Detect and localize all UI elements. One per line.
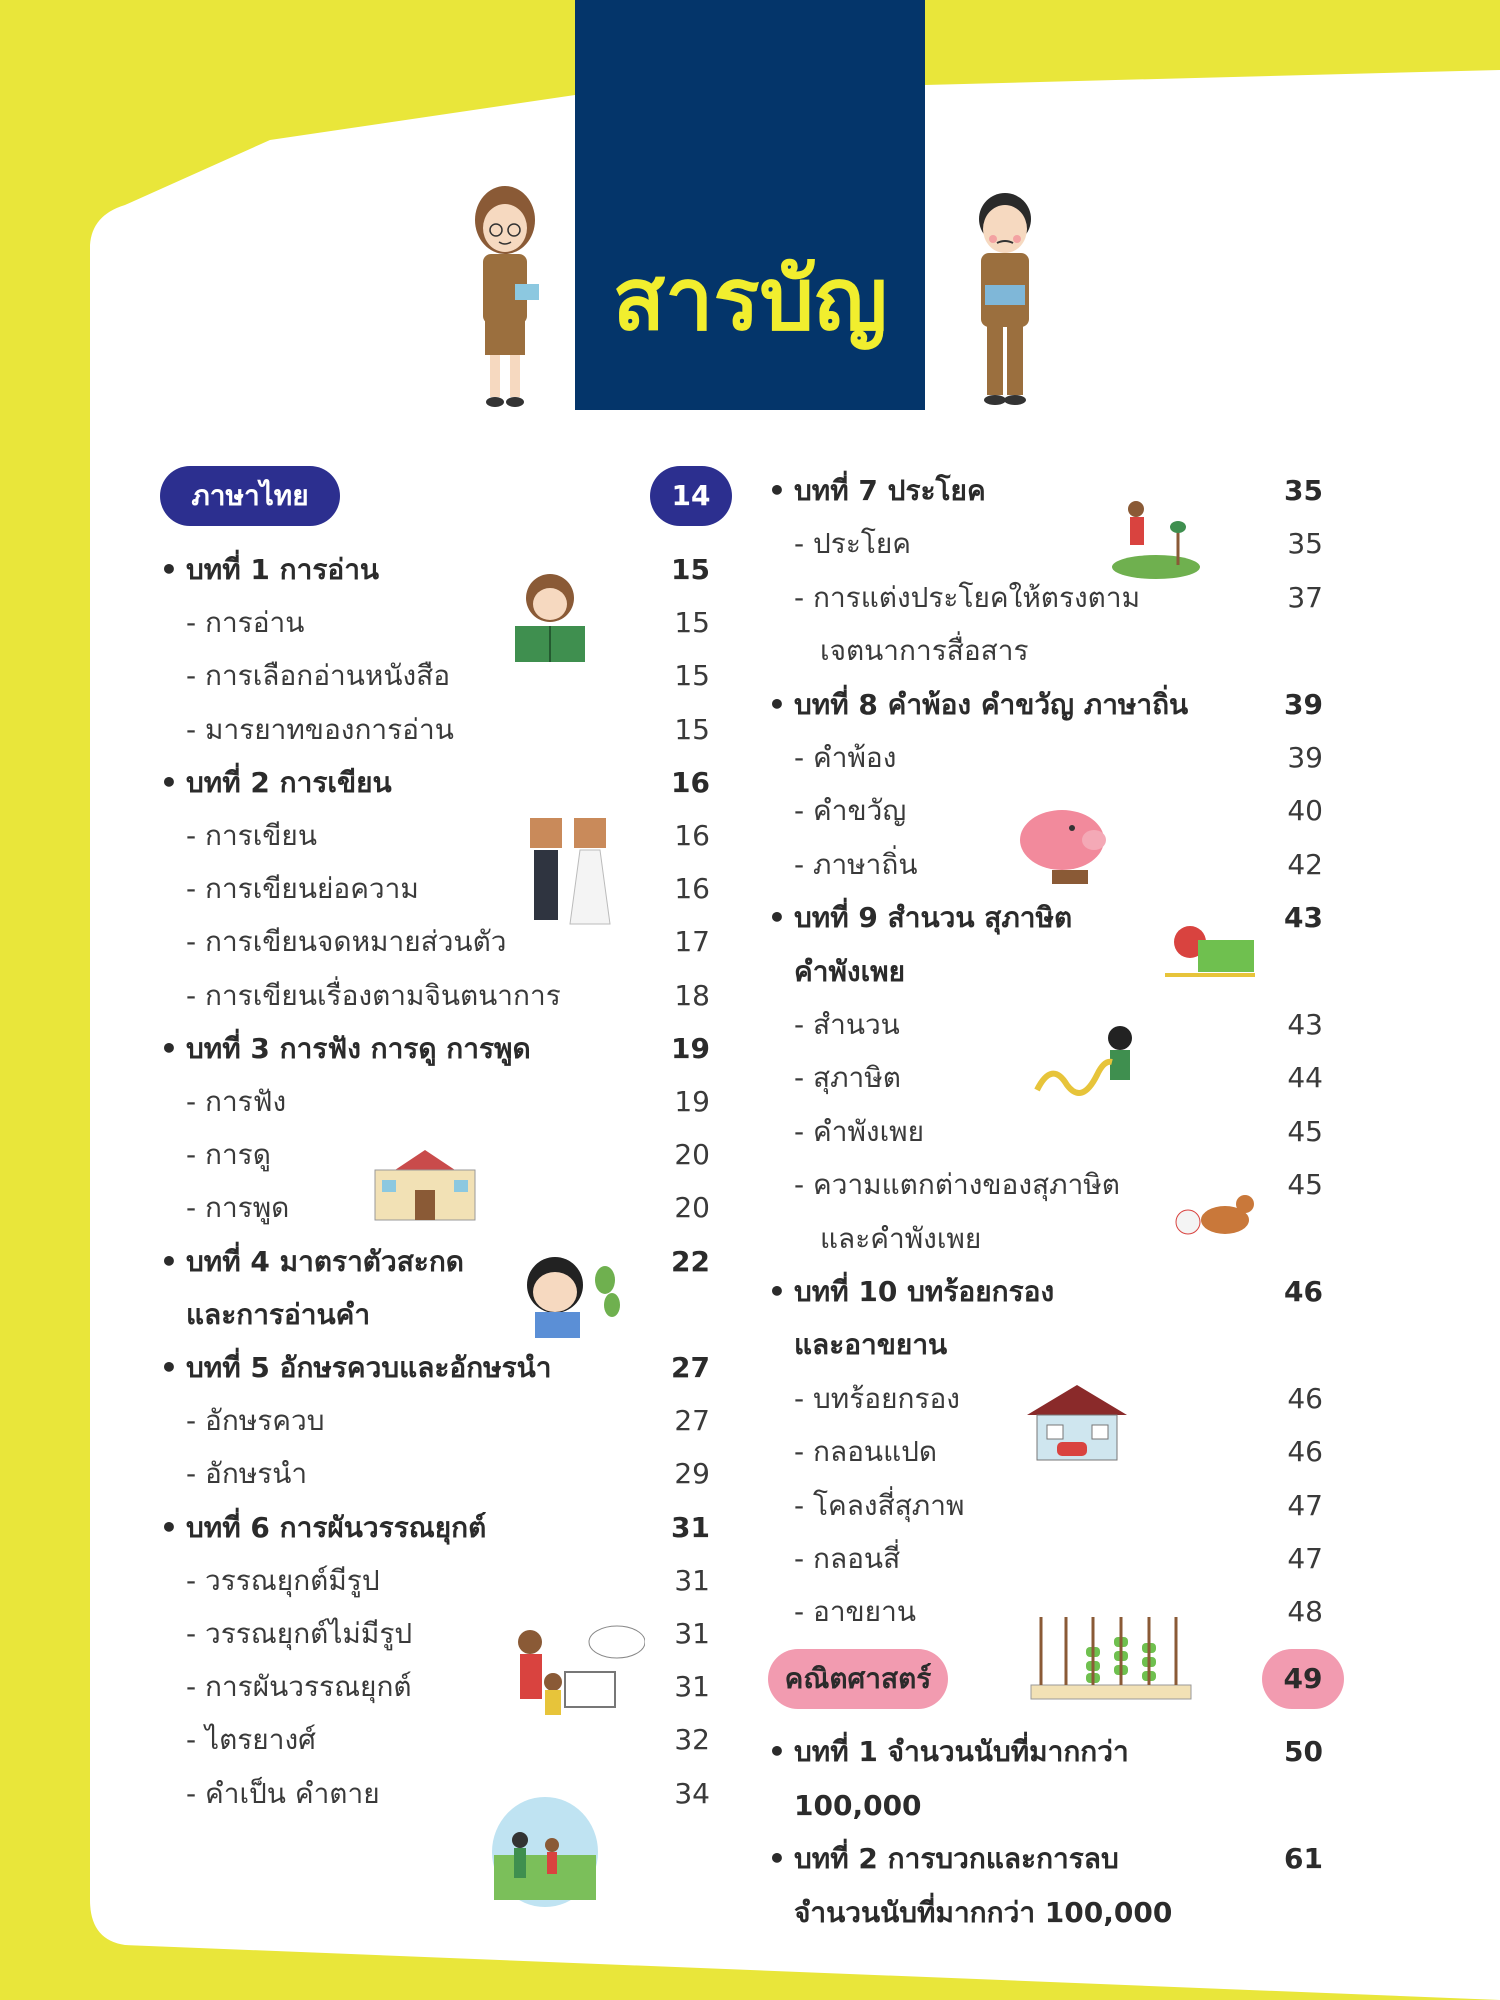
section-pill-math: คณิตศาสตร์ bbox=[768, 1649, 948, 1709]
bullet-icon: • bbox=[160, 1351, 178, 1384]
toc-entry-label: บทที่ 7 ประโยค bbox=[794, 474, 986, 507]
toc-entry-label: บทที่ 5 อักษรควบและอักษรนำ bbox=[186, 1351, 552, 1384]
toc-entry-row bbox=[160, 651, 710, 701]
section-pill-thai: ภาษาไทย bbox=[160, 466, 340, 526]
toc-page-number: 45 bbox=[1287, 1114, 1323, 1148]
toc-page-number: 31 bbox=[674, 1563, 710, 1597]
toc-entry-label: - คำขวัญ bbox=[794, 794, 907, 828]
bullet-icon: • bbox=[160, 553, 178, 586]
toc-page-number: 46 bbox=[1287, 1381, 1323, 1415]
toc-page-number: 22 bbox=[671, 1244, 710, 1278]
toc-page-number: 47 bbox=[1287, 1542, 1323, 1575]
toc-entry-label: และคำพังเพย bbox=[820, 1221, 982, 1255]
toc-page-number: 15 bbox=[671, 553, 710, 586]
toc-entry-label: และการอ่านคำ bbox=[186, 1297, 371, 1331]
toc-entry-label: - อาขยาน bbox=[794, 1595, 916, 1629]
toc-entry-row bbox=[768, 1320, 1323, 1370]
toc-chapter-row bbox=[768, 466, 1323, 516]
boy-with-snake-illustration bbox=[1032, 1020, 1157, 1105]
toc-entry-label: - การเลือกอ่านหนังสือ bbox=[186, 659, 451, 693]
toc-page-number: 31 bbox=[671, 1510, 710, 1544]
toc-entry-label: จำนวนนับที่มากกว่า 100,000 bbox=[794, 1895, 1173, 1929]
boy-planting-tree-illustration bbox=[1108, 495, 1203, 580]
wedding-couple-illustration bbox=[522, 812, 614, 927]
toc-page-number: 18 bbox=[674, 978, 710, 1012]
toc-page-number: 35 bbox=[1287, 527, 1323, 561]
toc-entry-row bbox=[160, 1556, 710, 1606]
toc-entry-row bbox=[160, 1077, 710, 1127]
toc-entry-label: - การเขียน bbox=[186, 819, 317, 852]
toc-math-list bbox=[768, 1727, 1323, 1957]
section-page-math: 49 bbox=[1262, 1649, 1344, 1709]
toc-page-number: 16 bbox=[671, 765, 710, 799]
toc-entry-row bbox=[768, 626, 1323, 676]
toc-entry-label: - คำพังเพย bbox=[794, 1114, 925, 1148]
toc-entry-label: - โคลงสี่สุภาพ bbox=[794, 1488, 965, 1522]
teacher-male-illustration bbox=[955, 185, 1055, 410]
toc-page-number: 50 bbox=[1284, 1735, 1323, 1768]
teacher-female-illustration bbox=[455, 180, 555, 410]
toc-page-number: 19 bbox=[671, 1031, 710, 1065]
toc-chapter-row bbox=[160, 1237, 710, 1287]
toc-page-number: 27 bbox=[671, 1351, 710, 1384]
bullet-icon: • bbox=[768, 474, 786, 507]
toc-entry-label: บทที่ 1 จำนวนนับที่มากกว่า bbox=[794, 1735, 1129, 1768]
bullet-icon: • bbox=[768, 1275, 786, 1308]
toc-entry-row bbox=[768, 1481, 1323, 1531]
toc-entry-label: - การดู bbox=[186, 1138, 271, 1172]
toc-page-number: 46 bbox=[1287, 1435, 1323, 1469]
toc-page-number: 16 bbox=[674, 872, 710, 906]
pig-illustration bbox=[1012, 800, 1112, 888]
toc-entry-label: - ความแตกต่างของสุภาษิต bbox=[794, 1168, 1120, 1202]
toc-entry-label: บทที่ 2 การบวกและการลบ bbox=[794, 1842, 1119, 1875]
bullet-icon: • bbox=[768, 1735, 786, 1768]
toc-entry-label: - วรรณยุกต์มีรูป bbox=[186, 1563, 380, 1597]
toc-page-number: 61 bbox=[1284, 1842, 1323, 1875]
toc-page-number: 29 bbox=[674, 1457, 710, 1491]
toc-page-number: 47 bbox=[1287, 1488, 1323, 1522]
toc-entry-row bbox=[160, 971, 710, 1021]
bullet-icon: • bbox=[160, 1244, 178, 1278]
toc-entry-label: บทที่ 1 การอ่าน bbox=[186, 553, 380, 586]
toc-entry-row bbox=[160, 811, 710, 861]
section-page-thai: 14 bbox=[650, 466, 732, 526]
toc-entry-label: - การแต่งประโยคให้ตรงตาม bbox=[794, 580, 1141, 614]
school-building-illustration bbox=[370, 1145, 480, 1230]
bullet-icon: • bbox=[160, 1031, 178, 1065]
toc-entry-label: - กลอนสี่ bbox=[794, 1542, 901, 1575]
toc-page-number: 20 bbox=[674, 1191, 710, 1225]
toc-entry-label: - การพูด bbox=[186, 1191, 290, 1225]
toc-entry-label: - บทร้อยกรอง bbox=[794, 1381, 960, 1415]
sleeping-figure-illustration bbox=[1160, 910, 1260, 985]
toc-entry-label: - การอ่าน bbox=[186, 606, 305, 640]
toc-entry-label: - การเขียนจดหมายส่วนตัว bbox=[186, 925, 507, 959]
toc-entry-label: - การผันวรรณยุกต์ bbox=[186, 1670, 412, 1704]
toc-chapter-row bbox=[160, 758, 710, 808]
toc-page-number: 17 bbox=[674, 925, 710, 959]
toc-entry-label: บทที่ 3 การฟัง การดู การพูด bbox=[186, 1031, 531, 1065]
toc-entry-row bbox=[160, 1290, 710, 1340]
toc-chapter-row bbox=[768, 1727, 1323, 1777]
toc-entry-label: 100,000 bbox=[794, 1788, 922, 1822]
toc-chapter-row bbox=[768, 680, 1323, 730]
dog-and-cat-illustration bbox=[1170, 1182, 1255, 1247]
toc-entry-row bbox=[768, 1107, 1323, 1157]
toc-entry-label: บทที่ 4 มาตราตัวสะกด bbox=[186, 1244, 464, 1278]
toc-entry-label: - ไตรยางศ์ bbox=[186, 1723, 316, 1757]
toc-entry-label: - วรรณยุกต์ไม่มีรูป bbox=[186, 1617, 413, 1650]
toc-entry-row bbox=[160, 598, 710, 648]
toc-chapter-row bbox=[768, 1834, 1323, 1884]
bullet-icon: • bbox=[768, 1842, 786, 1875]
toc-entry-row bbox=[768, 1888, 1323, 1938]
toc-entry-row bbox=[160, 917, 710, 967]
toc-page-number: 27 bbox=[674, 1404, 710, 1438]
toc-entry-row bbox=[768, 519, 1323, 569]
toc-entry-label: คำพังเพย bbox=[794, 954, 906, 988]
toc-page-number: 31 bbox=[674, 1670, 710, 1704]
bullet-icon: • bbox=[768, 901, 786, 935]
toc-entry-label: บทที่ 10 บทร้อยกรอง bbox=[794, 1275, 1055, 1308]
bullet-icon: • bbox=[768, 687, 786, 721]
shopping-family-illustration bbox=[505, 1622, 645, 1737]
toc-page-number: 43 bbox=[1284, 901, 1323, 935]
toc-entry-label: บทที่ 2 การเขียน bbox=[186, 765, 392, 799]
toc-chapter-row bbox=[160, 1503, 710, 1553]
toc-entry-row bbox=[768, 1534, 1323, 1584]
toc-chapter-row bbox=[160, 1024, 710, 1074]
boy-with-plant-illustration bbox=[520, 1250, 625, 1340]
toc-entry-label: และอาขยาน bbox=[794, 1328, 948, 1362]
toc-entry-row bbox=[160, 864, 710, 914]
toc-entry-row bbox=[768, 573, 1323, 623]
toc-entry-label: - สุภาษิต bbox=[794, 1061, 901, 1095]
toc-page-number: 46 bbox=[1284, 1275, 1323, 1308]
page-title: สารบัญ bbox=[612, 250, 888, 350]
bullet-icon: • bbox=[160, 1510, 178, 1544]
toc-entry-label: - การเขียนเรื่องตามจินตนาการ bbox=[186, 978, 561, 1012]
toc-page-number: 40 bbox=[1287, 794, 1323, 828]
toc-page-number: 32 bbox=[674, 1723, 710, 1757]
toc-entry-label: - คำพ้อง bbox=[794, 741, 897, 774]
toc-page-number: 20 bbox=[674, 1138, 710, 1172]
toc-entry-label: บทที่ 6 การผันวรรณยุกต์ bbox=[186, 1510, 487, 1544]
toc-entry-label: - กลอนแปด bbox=[794, 1435, 938, 1469]
toc-page-number: 37 bbox=[1287, 580, 1323, 614]
toc-chapter-row bbox=[768, 1267, 1323, 1317]
toc-entry-row bbox=[160, 1449, 710, 1499]
toc-chapter-row bbox=[160, 545, 710, 595]
toc-chapter-row bbox=[160, 1343, 710, 1393]
girl-reading-illustration bbox=[505, 568, 595, 668]
toc-page-number: 43 bbox=[1287, 1008, 1323, 1041]
toc-entry-row bbox=[768, 1781, 1323, 1831]
toc-page-number: 39 bbox=[1287, 741, 1323, 774]
toc-entry-label: - อักษรนำ bbox=[186, 1457, 308, 1491]
toc-entry-label: - คำเป็น คำตาย bbox=[186, 1776, 380, 1810]
toc-page-number: 35 bbox=[1284, 474, 1323, 507]
family-park-illustration bbox=[490, 1795, 600, 1910]
toc-entry-label: - การฟัง bbox=[186, 1085, 287, 1118]
toc-entry-label: - อักษรควบ bbox=[186, 1404, 325, 1438]
toc-page-number: 42 bbox=[1287, 847, 1323, 881]
house-with-car-illustration bbox=[1022, 1380, 1132, 1465]
abacus-illustration bbox=[1026, 1607, 1196, 1702]
toc-page-number: 15 bbox=[674, 606, 710, 640]
toc-entry-row bbox=[160, 1396, 710, 1446]
toc-entry-label: บทที่ 9 สำนวน สุภาษิต bbox=[794, 901, 1073, 935]
toc-page-number: 16 bbox=[674, 819, 710, 852]
toc-page-number: 19 bbox=[674, 1085, 710, 1118]
toc-page-number: 39 bbox=[1284, 687, 1323, 721]
bullet-icon: • bbox=[160, 765, 178, 799]
toc-entry-label: - มารยาทของการอ่าน bbox=[186, 712, 454, 746]
toc-entry-label: - ภาษาถิ่น bbox=[794, 847, 918, 881]
toc-entry-row bbox=[160, 1769, 710, 1819]
toc-entry-row bbox=[768, 733, 1323, 783]
toc-page-number: 34 bbox=[674, 1776, 710, 1810]
toc-entry-label: บทที่ 8 คำพ้อง คำขวัญ ภาษาถิ่น bbox=[794, 687, 1189, 721]
toc-entry-label: - ประโยค bbox=[794, 527, 912, 561]
toc-page-number: 45 bbox=[1287, 1168, 1323, 1202]
toc-entry-label: - การเขียนย่อความ bbox=[186, 872, 419, 906]
toc-page-number: 15 bbox=[674, 712, 710, 746]
toc-entry-label: - สำนวน bbox=[794, 1008, 900, 1041]
toc-page-number: 48 bbox=[1287, 1595, 1323, 1629]
toc-page-number: 31 bbox=[674, 1617, 710, 1650]
toc-page-number: 44 bbox=[1287, 1061, 1323, 1095]
toc-entry-row bbox=[160, 705, 710, 755]
toc-page-number: 15 bbox=[674, 659, 710, 693]
toc-entry-label: เจตนาการสื่อสาร bbox=[820, 634, 1029, 668]
